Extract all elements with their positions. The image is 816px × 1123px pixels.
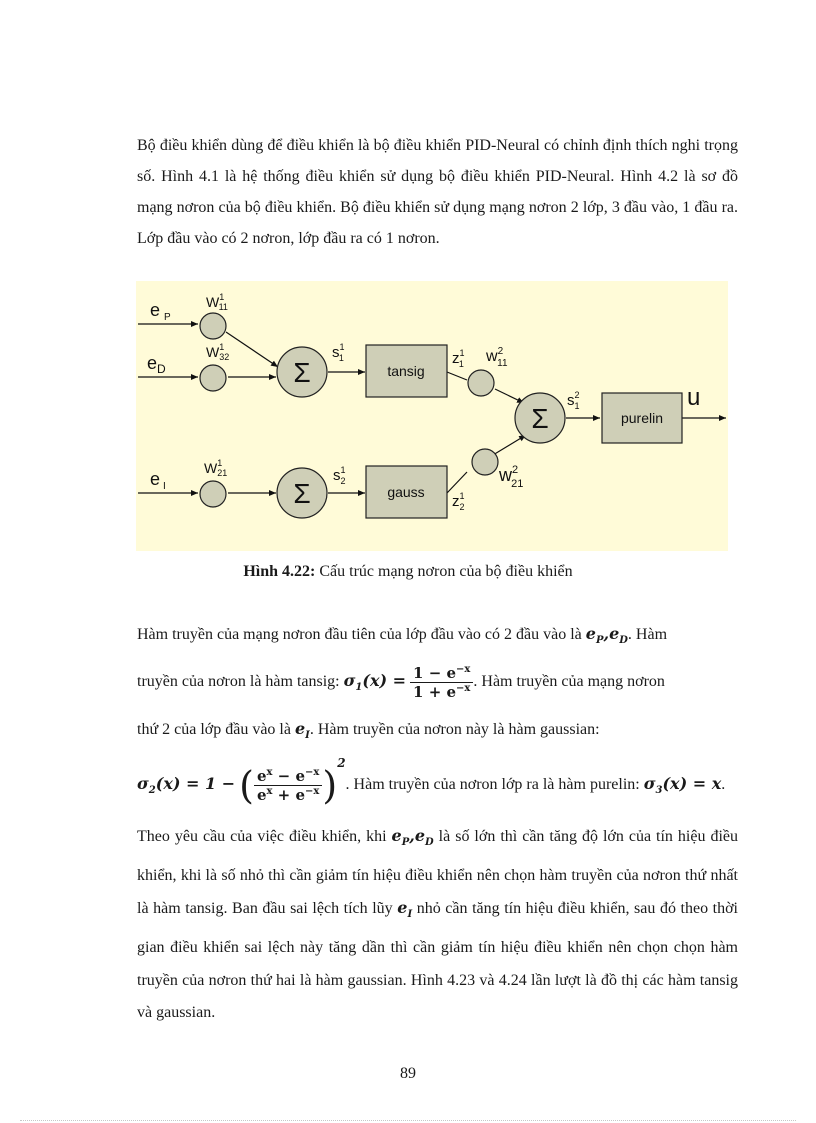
transfer-line-3: thứ 2 của lớp đầu vào là $e_I$. Hàm truyền của nơron này là hàm gaussian: bbox=[137, 719, 600, 742]
weight-label-w2-11: $w^2$ 11 bbox=[486, 346, 508, 369]
z2-label: $z^1$ 2 bbox=[452, 491, 465, 512]
input-ei-label: e $_I$ bbox=[150, 469, 166, 492]
explanation-paragraph: Theo yêu cầu của việc điều khiển, khi $e_P,e_D$ là số lớn thì cần tăng độ lớn của tín hiệu điều khiển, khi là số nhỏ thì cần giảm tín hiệu điều khiển nên chọn hàm truyền của nơron thứ nhất là hàm tansig. Ban đầu sai lệch tích lũy $e_I$ nhỏ cần tăng tín hiệu điều khiển, sau đó theo thời gian điều khiển sai lệch này tăng dần thì cần giảm tín hiệu điều khiển nên chọn chọn hàm truyền của nơron thứ hai là hàm gaussian. Hình 4.23 và 4.24 lần lượt là đồ thị các hàm tansig và gaussian. bbox=[137, 826, 739, 1022]
ei-var-2: $e_I$ bbox=[397, 898, 413, 921]
sum-symbol-out: Σ bbox=[531, 403, 549, 434]
s2-label: $s^1$ 2 bbox=[333, 465, 346, 486]
gauss-label: gauss bbox=[387, 484, 425, 500]
intro-paragraph: Bộ điều khiển dùng để điều khiển là bộ điều khiển PID-Neural có chỉnh định thích nghi trọng số. Hình 4.1 là hệ thống điều khiển sử dụng bộ điều khiển PID-Neural. Hình 4.2 là sơ đồ mạng nơron của bộ điều khiển. Bộ điều khiển sử dụng mạng nơron 2 lớp, 3 đầu vào, 1 đầu ra. Lớp đầu vào có 2 nơron, lớp đầu ra có 1 nơron. bbox=[137, 137, 738, 247]
figure-caption bbox=[0, 563, 816, 581]
z1-label: $z^1$ 1 bbox=[452, 348, 464, 369]
sigma2-formula: $\sigma_2(x) = 1$ − bbox=[137, 774, 236, 797]
transfer-line-4: $\sigma_2(x) = 1$ − ( $\frac{e^x - e^{-x}}{e^x + e^{-x}}$ )$^2$. Hàm truyền của nơron lớp ra là hàm purelin: $\sigma_3(x) = x$. bbox=[137, 756, 726, 808]
tansig-label: tansig bbox=[387, 363, 425, 379]
sum-symbol-2: Σ bbox=[293, 478, 311, 509]
page-number: 89 bbox=[400, 1065, 416, 1082]
neural-network-figure bbox=[136, 281, 728, 551]
sigma3-formula: $\sigma_3(x) = x$ bbox=[643, 774, 722, 797]
gauss-fraction: $\frac{e^x - e^{-x}}{e^x + e^{-x}}$ bbox=[254, 767, 322, 804]
ep-ed-vars-2: $e_P,e_D$ bbox=[391, 826, 434, 849]
weight-label-w21: $W^1$ 21 bbox=[204, 458, 228, 478]
weight-node-w2-21 bbox=[472, 449, 498, 475]
tansig-fraction: $\frac{1 - e^{-x}}{1 + e^{-x}}$ bbox=[410, 664, 473, 701]
neural-network-diagram bbox=[136, 281, 728, 551]
page-bottom-rule bbox=[20, 1120, 796, 1121]
weight-node-w32 bbox=[200, 365, 226, 391]
weight-node-w11 bbox=[200, 313, 226, 339]
ei-var: $e_I$ bbox=[294, 719, 310, 742]
s1-label: $s^1$ 1 bbox=[332, 342, 344, 363]
weight-label-w11: $W^1$ 11 bbox=[206, 292, 228, 312]
input-ep-label: e $_P$ bbox=[150, 300, 171, 323]
weight-node-w2-11 bbox=[468, 370, 494, 396]
weight-label-w32: $W^1$ 32 bbox=[206, 342, 230, 362]
sigma1-formula: $\sigma_1(x)$ = bbox=[343, 671, 407, 694]
weight-node-w21 bbox=[200, 481, 226, 507]
purelin-label: purelin bbox=[620, 410, 664, 426]
sum-symbol-1: Σ bbox=[293, 357, 311, 388]
s-out-label: $s^2$ 1 bbox=[567, 390, 580, 411]
output-u-label: u bbox=[687, 384, 701, 411]
weight-label-w2-21: $w^2$ 21 bbox=[499, 464, 524, 490]
input-ed-label: $e_D$ bbox=[147, 353, 166, 376]
ep-ed-vars: $e_P,e_D$ bbox=[585, 624, 628, 647]
transfer-line-1: Hàm truyền của mạng nơron đầu tiên của lớp đầu vào có 2 đầu vào là $e_P,e_D$. Hàm bbox=[137, 624, 668, 647]
caption-label: Hình 4.22: bbox=[243, 563, 316, 580]
transfer-line-2: truyền của nơron là hàm tansig: $\sigma_1(x)$ = $\frac{1 - e^{-x}}{1 + e^{-x}}$ . Hàm truyền của mạng nơron bbox=[137, 664, 665, 701]
caption-text: Cấu trúc mạng nơron của bộ điều khiển bbox=[315, 563, 573, 580]
